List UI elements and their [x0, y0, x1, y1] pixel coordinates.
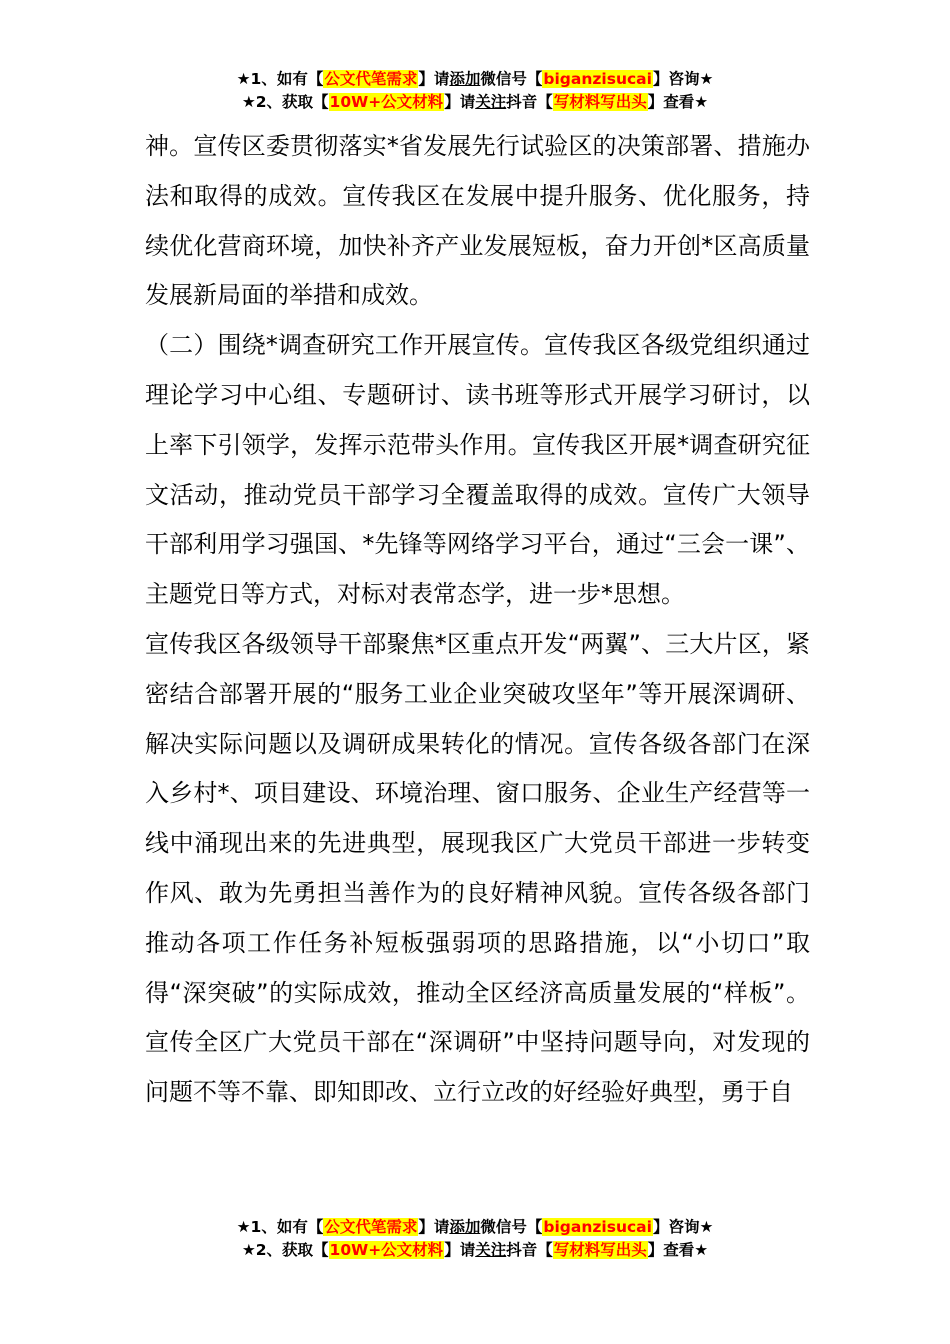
banner-text: 抖音【 — [506, 93, 553, 111]
banner-text: 】查看★ — [647, 1241, 709, 1259]
banner-line-1 — [0, 68, 950, 91]
banner-text: 】查看★ — [647, 93, 709, 111]
banner-highlight-wechat-id: biganzisucai — [543, 70, 652, 88]
paragraph-section-2: （二）围绕*调查研究工作开展宣传。宣传我区各级党组织通过理论学习中心组、专题研讨、读书班等形式开展学习研讨，以上率下引领学，发挥示范带头作用。宣传我区开展*调查研究征文活动，推动党员干部学习全覆盖取得的成效。宣传广大领导干部利用学习强国、*先锋等网络学习平台，通过“三会一课”、主题党日等方式，对标对表常态学，进一步*思想。 — [145, 331, 810, 609]
banner-text: ★2、获取【 — [241, 93, 329, 111]
banner-line-2 — [0, 1239, 950, 1262]
banner-underlined-add: 添加 — [449, 1218, 481, 1236]
banner-highlight-service: 公文代笔需求 — [324, 1218, 418, 1236]
document-body — [145, 122, 810, 1118]
paragraph-3: 宣传我区各级领导干部聚焦*区重点开发“两翼”、三大片区，紧密结合部署开展的“服务工业企业突破攻坚年”等开展深调研、解决实际问题以及调研成果转化的情况。宣传各级各部门在深入乡村*、项目建设、环境治理、窗口服务、企业生产经营等一线中涌现出来的先进典型，展现我区广大党员干部进一步转变作风、敢为先勇担当善作为的良好精神风貌。宣传各级各部门推动各项工作任务补短板强弱项的思路措施，以“小切口”取得“深突破”的实际成效，推动全区经济高质量发展的“样板”。宣传全区广大党员干部在“深调研”中坚持问题导向，对发现的问题不等不靠、即知即改、立行立改的好经验好典型，勇于自 — [145, 629, 810, 1107]
banner-text: 】咨询★ — [652, 1218, 714, 1236]
banner-highlight-douyin: 写材料写出头 — [553, 93, 647, 111]
banner-highlight-materials: 10W+公文材料 — [329, 1241, 444, 1259]
banner-text: 抖音【 — [506, 1241, 553, 1259]
banner-text: ★2、获取【 — [241, 1241, 329, 1259]
banner-highlight-douyin: 写材料写出头 — [553, 1241, 647, 1259]
banner-text: 微信号【 — [480, 70, 543, 88]
banner-line-2 — [0, 91, 950, 114]
banner-line-1 — [0, 1216, 950, 1239]
banner-text: 】请 — [418, 1218, 450, 1236]
paragraph-continuation: 神。宣传区委贯彻落实*省发展先行试验区的决策部署、措施办法和取得的成效。宣传我区在发展中提升服务、优化服务，持续优化营商环境，加快补齐产业发展短板，奋力开创*区高质量发展新局面的举措和成效。 — [145, 132, 810, 310]
banner-text: 】请 — [444, 93, 476, 111]
banner-underlined-follow: 关注 — [475, 1241, 507, 1259]
banner-text: 】请 — [444, 1241, 476, 1259]
banner-text: 】咨询★ — [652, 70, 714, 88]
header-banner — [0, 68, 950, 114]
banner-underlined-add: 添加 — [449, 70, 481, 88]
banner-text: 微信号【 — [480, 1218, 543, 1236]
banner-underlined-follow: 关注 — [475, 93, 507, 111]
banner-text: ★1、如有【 — [236, 70, 324, 88]
banner-highlight-materials: 10W+公文材料 — [329, 93, 444, 111]
footer-banner — [0, 1216, 950, 1262]
banner-highlight-service: 公文代笔需求 — [324, 70, 418, 88]
banner-text: ★1、如有【 — [236, 1218, 324, 1236]
banner-text: 】请 — [418, 70, 450, 88]
banner-highlight-wechat-id: biganzisucai — [543, 1218, 652, 1236]
